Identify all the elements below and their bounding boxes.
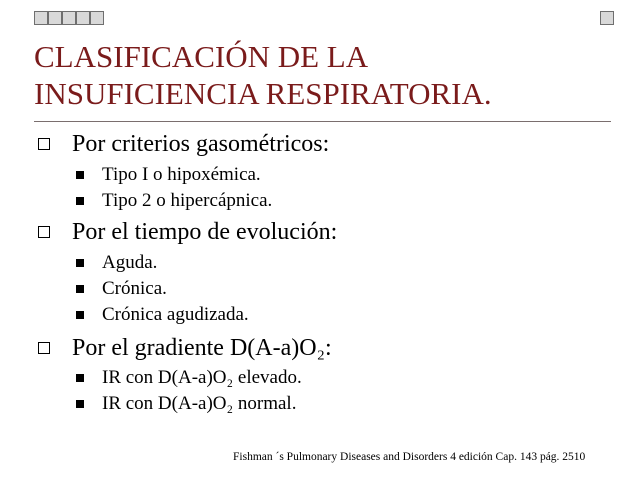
sub-bullet — [76, 393, 296, 415]
square-bullet-icon — [76, 197, 84, 205]
square-bullet-icon — [76, 400, 84, 408]
sub-bullet-text: Aguda. — [102, 252, 158, 273]
sub-bullet — [76, 252, 157, 274]
checkbox-bullet-icon — [38, 226, 50, 238]
sub-bullet — [76, 164, 261, 186]
checkbox-bullet-icon — [38, 138, 50, 150]
sub-bullet-text: IR con D(A-a)O₂ elevado. — [102, 367, 302, 388]
sub-bullet — [76, 278, 167, 300]
square-bullet-icon — [76, 171, 84, 179]
square-bullet-icon — [76, 311, 84, 319]
sub-bullet — [76, 190, 272, 212]
square-bullet-icon — [76, 285, 84, 293]
slide-title — [34, 38, 614, 112]
square-bullet-icon — [76, 374, 84, 382]
square-icon — [62, 11, 76, 25]
section-label: Por criterios gasométricos: — [72, 131, 330, 157]
sub-bullet-text: Tipo I o hipoxémica. — [102, 164, 261, 185]
square-icon — [48, 11, 62, 25]
sub-bullet — [76, 304, 249, 326]
title-line-2: INSUFICIENCIA RESPIRATORIA. — [34, 76, 492, 111]
sub-bullet — [76, 367, 302, 389]
title-line-1: CLASIFICACIÓN DE LA — [34, 39, 369, 74]
title-divider — [34, 121, 611, 122]
sub-bullet-text: IR con D(A-a)O₂ normal. — [102, 393, 297, 414]
square-bullet-icon — [76, 259, 84, 267]
bullet-section-2 — [38, 218, 337, 246]
bullet-section-1 — [38, 130, 329, 158]
sub-bullet-text: Tipo 2 o hipercápnica. — [102, 190, 273, 211]
square-icon — [90, 11, 104, 25]
square-icon — [34, 11, 48, 25]
sub-bullet-text: Crónica. — [102, 278, 167, 299]
section-label: Por el tiempo de evolución: — [72, 219, 338, 245]
section-label: Por el gradiente D(A-a)O₂: — [72, 335, 332, 361]
footnote-citation: Fishman ´s Pulmonary Diseases and Disorders 4 edición Cap. 143 pág. 2510 — [233, 451, 586, 463]
checkbox-bullet-icon — [38, 342, 50, 354]
decorative-squares — [34, 11, 104, 25]
square-icon — [76, 11, 90, 25]
bullet-section-3 — [38, 334, 332, 362]
square-icon — [600, 11, 614, 25]
sub-bullet-text: Crónica agudizada. — [102, 304, 249, 325]
